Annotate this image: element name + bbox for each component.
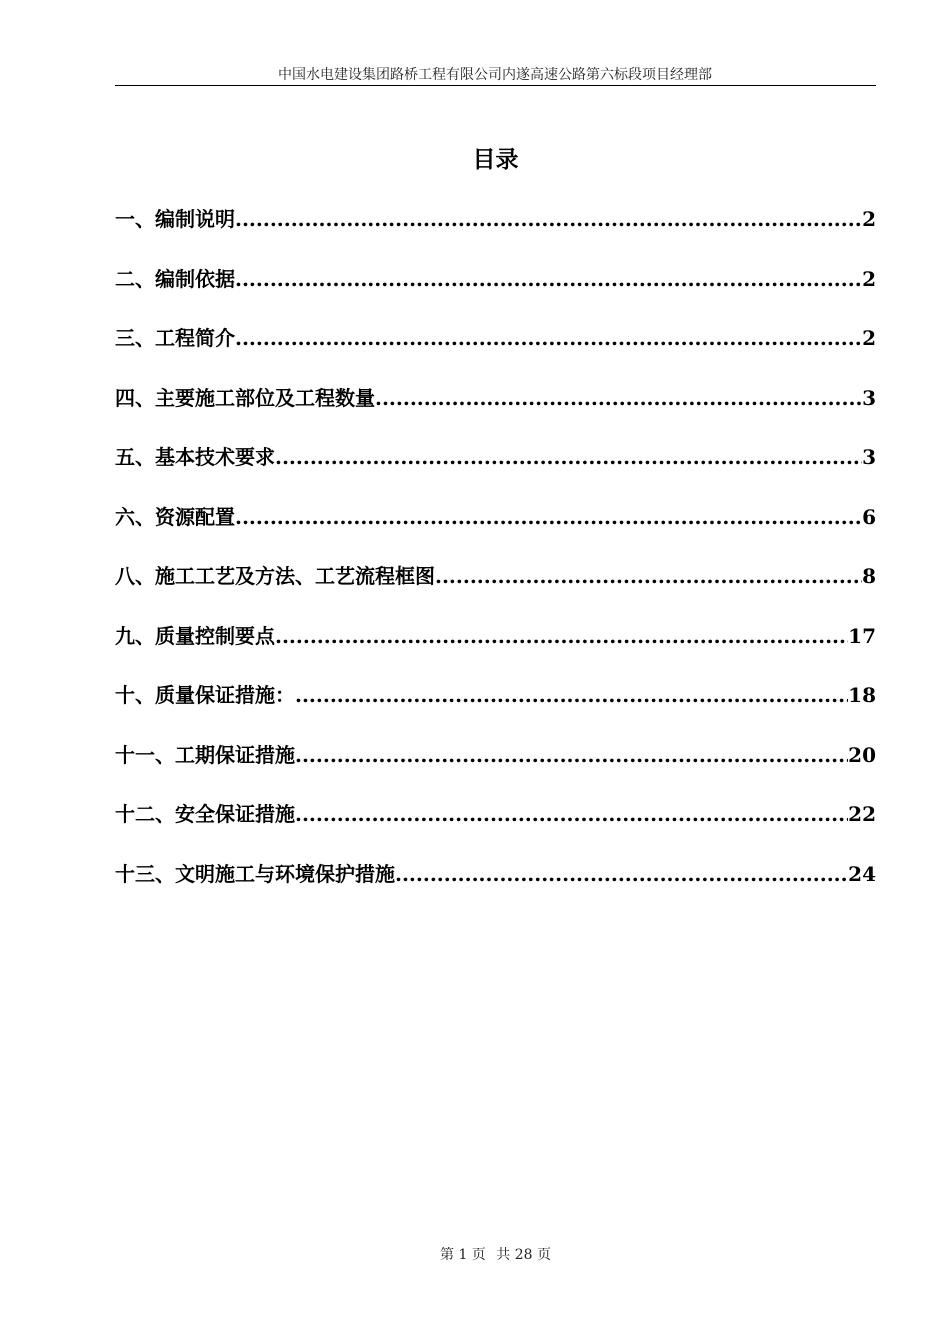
toc-entry-label: 五、基本技术要求 <box>115 445 275 469</box>
toc-entry-page: 6 <box>862 504 876 529</box>
toc-entry-label: 八、施工工艺及方法、工艺流程框图 <box>115 564 435 588</box>
toc-entry-label: 九、质量控制要点 <box>115 623 275 648</box>
toc-dot-leader <box>295 798 848 830</box>
toc-entry[interactable] <box>115 263 876 323</box>
toc-entry-label: 四、主要施工部位及工程数量 <box>115 385 375 410</box>
toc-dot-leader <box>235 322 862 354</box>
toc-entry-label: 十一、工期保证措施 <box>115 742 295 767</box>
toc-entry[interactable] <box>115 798 876 858</box>
toc-entry[interactable] <box>115 858 876 918</box>
toc-entry-page: 8 <box>862 564 876 588</box>
toc-dot-leader <box>275 620 848 652</box>
toc-entry-label: 一、编制说明 <box>115 207 235 231</box>
toc-entry[interactable] <box>115 739 876 799</box>
toc-entry-label: 二、编制依据 <box>115 266 235 291</box>
toc-entry-label: 十、质量保证措施： <box>115 683 295 707</box>
toc-entry-label: 十三、文明施工与环境保护措施 <box>115 861 395 886</box>
toc-entry-page: 3 <box>862 385 876 410</box>
toc-entry[interactable] <box>115 441 876 501</box>
toc-entry-page: 2 <box>862 207 876 231</box>
toc-entry-label: 六、资源配置 <box>115 504 235 529</box>
toc-dot-leader <box>235 203 862 235</box>
toc-entry[interactable] <box>115 620 876 680</box>
page-footer <box>115 1246 876 1264</box>
toc-entry[interactable] <box>115 382 876 442</box>
toc-dot-leader <box>275 441 862 473</box>
current-page-number: 第 1 页 <box>440 1247 486 1263</box>
toc-entry-page: 17 <box>848 623 876 648</box>
toc-entry-page: 3 <box>862 445 876 469</box>
toc-list <box>115 203 876 917</box>
header-rule <box>115 85 876 86</box>
toc-entry[interactable] <box>115 203 876 263</box>
toc-dot-leader <box>375 382 862 414</box>
toc-entry-page: 22 <box>848 802 876 826</box>
toc-entry-page: 2 <box>862 326 876 350</box>
total-page-count: 共 28 页 <box>496 1247 551 1263</box>
toc-entry-page: 2 <box>862 266 876 291</box>
toc-dot-leader <box>235 501 862 533</box>
toc-entry[interactable] <box>115 679 876 739</box>
toc-entry-page: 18 <box>848 683 876 707</box>
toc-entry[interactable] <box>115 322 876 382</box>
toc-entry-label: 十二、安全保证措施 <box>115 802 295 826</box>
toc-entry[interactable] <box>115 501 876 561</box>
toc-dot-leader <box>295 679 848 711</box>
page-header-text: 中国水电建设集团路桥工程有限公司内遂高速公路第六标段项目经理部 <box>278 67 712 83</box>
toc-entry-page: 20 <box>848 742 876 767</box>
toc-dot-leader <box>235 263 862 295</box>
toc-entry-label: 三、工程简介 <box>115 326 235 350</box>
toc-dot-leader <box>435 560 862 592</box>
toc-title: 目录 <box>472 146 519 173</box>
toc-dot-leader <box>395 858 848 890</box>
toc-dot-leader <box>295 739 848 771</box>
toc-entry-page: 24 <box>848 861 876 886</box>
toc-entry[interactable] <box>115 560 876 620</box>
